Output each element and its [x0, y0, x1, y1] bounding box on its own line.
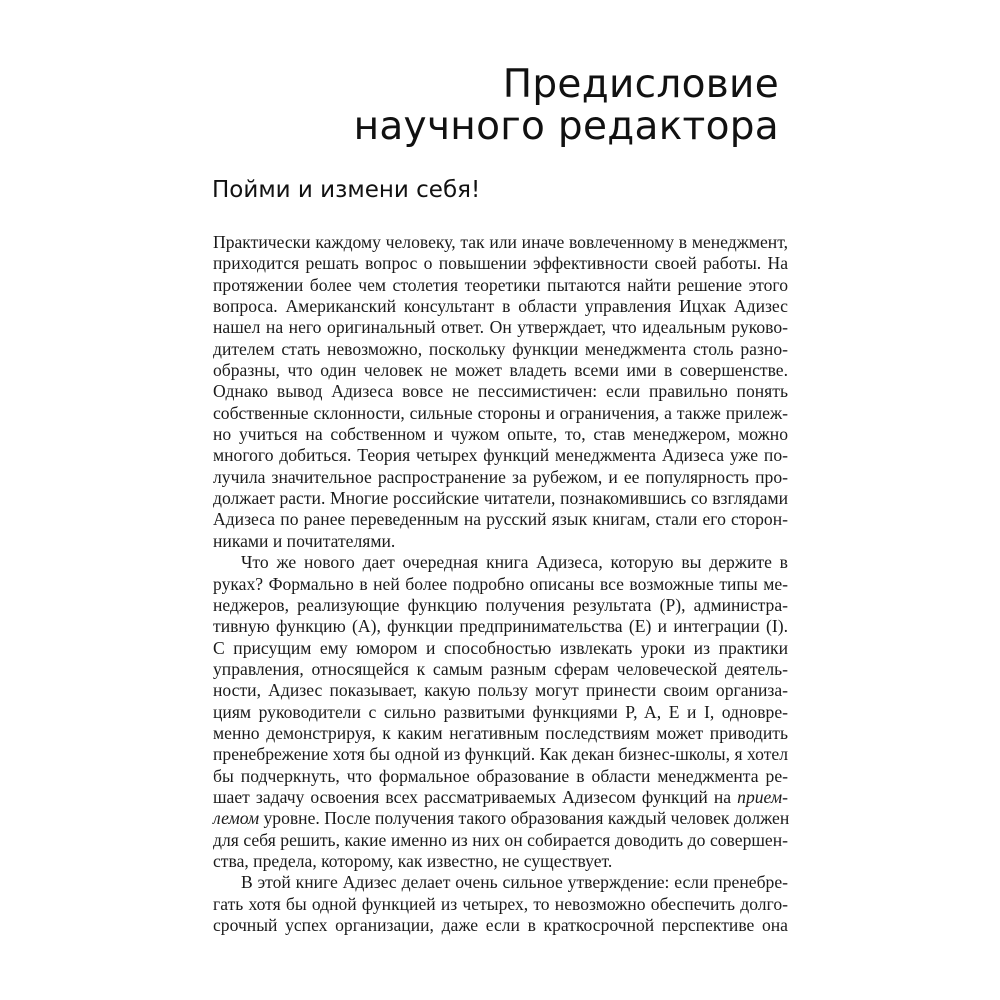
text-line: протяжении более чем столетия теоретики пытаются найти решение этого	[213, 274, 788, 295]
italic-emphasis: лемом	[213, 808, 260, 829]
text-line: многого добиться. Теория четырех функций менеджмента Адизеса уже по-	[213, 445, 788, 466]
text-line: приходится решать вопрос о повышении эффективности своей работы. На	[213, 253, 788, 274]
chapter-title	[354, 64, 779, 148]
chapter-title-line-2: научного редактора	[353, 104, 779, 149]
text-line: гать хотя бы одной функцией из четырех, то невозможно обеспечить долго-	[213, 893, 788, 914]
text-line: пренебрежение хотя бы одной из функций. Как декан бизнес-школы, я хотел	[213, 744, 788, 765]
body-text	[213, 232, 788, 936]
text-line: лучила значительное распространение за рубежом, и ее популярность про-	[213, 466, 788, 487]
text-line: циям руководители с сильно развитыми функциями P, A, E и I, одновре-	[213, 701, 788, 722]
text-line: менно демонстрируя, к каким негативным последствиям может приводить	[213, 722, 788, 743]
text-line: бы подчеркнуть, что формальное образование в области менеджмента ре-	[213, 765, 788, 786]
text-line: вопроса. Американский консультант в области управления Ицхак Адизес	[213, 296, 788, 317]
text-line: но учиться на собственном и чужом опыте, то, став менеджером, можно	[213, 424, 788, 445]
text-line: нашел на него оригинальный ответ. Он утверждает, что идеальным руково-	[213, 317, 788, 338]
text-line: образны, что один человек не может владеть всеми ими в совершенстве.	[213, 360, 788, 381]
text-line: никами и почитателями.	[213, 530, 396, 551]
text-line: тивную функцию (A), функции предпринимательства (E) и интеграции (I).	[213, 616, 788, 637]
text-line: должает расти. Многие российские читатели, познакомившись со взглядами	[213, 488, 788, 509]
paragraph-2	[213, 552, 788, 872]
text-line: дителем стать невозможно, поскольку функции менеджмента столь разно-	[213, 338, 788, 359]
text-line: руках? Формально в ней более подробно описаны все возможные типы ме-	[213, 573, 788, 594]
paragraph-1	[213, 232, 788, 552]
text-line: для себя решить, какие именно из них он собирается доводить до совершен-	[213, 829, 788, 850]
text-line: В этой книге Адизес делает очень сильное утверждение: если пренебре-	[241, 872, 788, 893]
italic-emphasis: прием-	[737, 786, 788, 807]
text-line: Практически каждому человеку, так или иначе вовлеченному в менеджмент,	[213, 232, 788, 252]
paragraph-3	[213, 872, 788, 936]
chapter-title-line-1: Предисловие	[502, 62, 779, 107]
text-line: неджеров, реализующие функцию получения результата (P), администра-	[213, 594, 788, 615]
section-title: Пойми и измени себя!	[212, 177, 481, 203]
text-line: С присущим ему юмором и способностью извлекать уроки из практики	[213, 637, 788, 658]
text-segment: уровне. После получения такого образования каждый человек должен	[263, 808, 790, 829]
text-line: собственные склонности, сильные стороны и ограничения, а также прилеж-	[213, 402, 788, 423]
text-segment: шает задачу освоения всех рассматриваемых Адизесом функций на	[213, 786, 738, 807]
text-line: Что же нового дает очередная книга Адизеса, которую вы держите в	[241, 552, 788, 573]
text-line: срочный успех организации, даже если в краткосрочной перспективе она	[213, 915, 788, 935]
text-line: ства, предела, которому, как известно, не существует.	[213, 850, 613, 871]
text-line: Адизеса по ранее переведенным на русский язык книгам, стали его сторон-	[213, 509, 788, 530]
text-line-with-italic	[213, 808, 788, 829]
text-line: ности, Адизес показывает, какую пользу могут принести своим организа-	[213, 680, 788, 701]
text-line: Однако вывод Адизеса вовсе не пессимистичен: если правильно понять	[213, 381, 788, 402]
text-line-with-italic	[213, 787, 788, 808]
text-line: управления, относящейся к самым разным сферам человеческой деятель-	[213, 658, 788, 679]
